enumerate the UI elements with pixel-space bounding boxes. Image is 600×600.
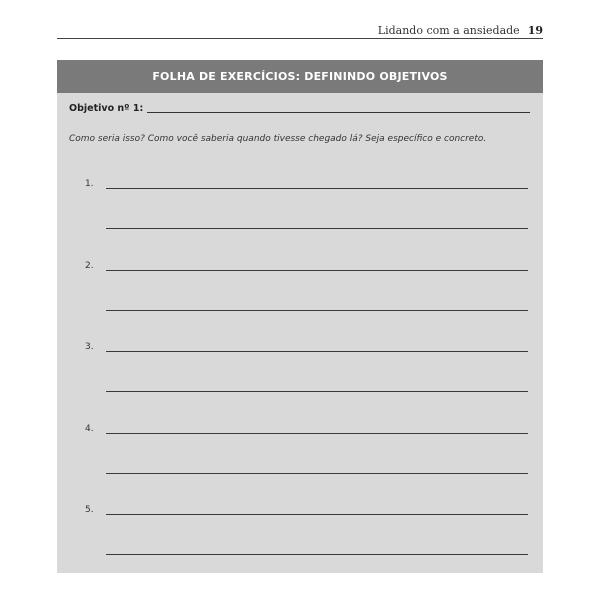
answer-number: 4. bbox=[85, 424, 94, 434]
answer-item-5 bbox=[57, 505, 543, 591]
answer-number: 1. bbox=[85, 179, 94, 189]
running-title: Lidando com a ansiedade bbox=[377, 24, 520, 37]
instructions-text: Como seria isso? Como você saberia quando tivesse chegado lá? Seja específico e concreto. bbox=[69, 134, 487, 144]
worksheet-title: FOLHA DE EXERCÍCIOS: DEFININDO OBJETIVOS bbox=[152, 70, 448, 83]
answer-line[interactable] bbox=[106, 433, 528, 434]
answer-number: 3. bbox=[85, 342, 94, 352]
answer-item-3 bbox=[57, 342, 543, 428]
answer-item-4 bbox=[57, 424, 543, 510]
worksheet-title-bar bbox=[57, 60, 543, 93]
objective-row bbox=[69, 103, 530, 114]
worksheet-box bbox=[57, 60, 543, 573]
answer-line[interactable] bbox=[106, 310, 528, 311]
answer-number: 5. bbox=[85, 505, 94, 515]
page-number: 19 bbox=[527, 24, 543, 37]
header-rule bbox=[57, 38, 543, 39]
objective-label: Objetivo nº 1: bbox=[69, 103, 144, 114]
answer-item-2 bbox=[57, 261, 543, 347]
objective-answer-line[interactable] bbox=[147, 112, 530, 113]
answer-line[interactable] bbox=[106, 228, 528, 229]
answer-line[interactable] bbox=[106, 391, 528, 392]
answer-line[interactable] bbox=[106, 554, 528, 555]
answer-line[interactable] bbox=[106, 188, 528, 189]
answer-line[interactable] bbox=[106, 351, 528, 352]
answer-item-1 bbox=[57, 179, 543, 265]
answer-line[interactable] bbox=[106, 514, 528, 515]
answer-line[interactable] bbox=[106, 270, 528, 271]
answer-line[interactable] bbox=[106, 473, 528, 474]
running-header bbox=[378, 24, 543, 37]
answer-number: 2. bbox=[85, 261, 94, 271]
